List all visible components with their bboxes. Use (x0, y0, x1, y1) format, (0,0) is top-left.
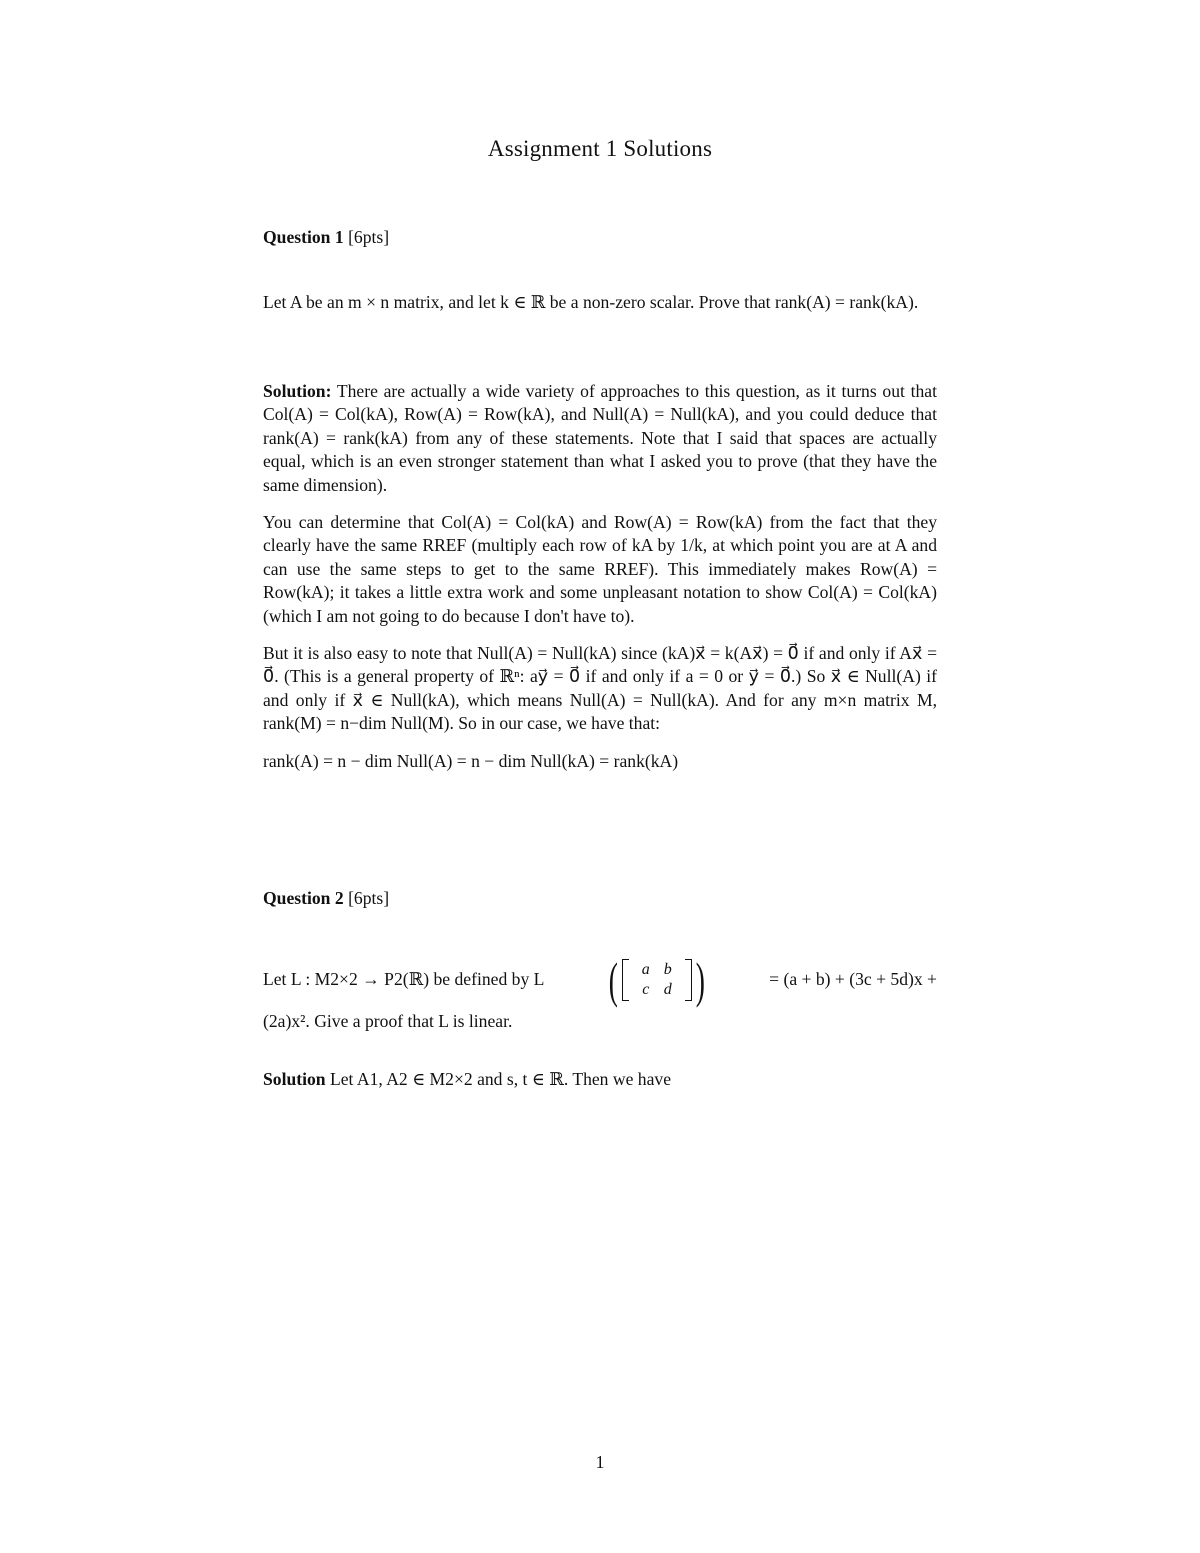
document-title: Assignment 1 Solutions (487, 136, 713, 161)
matrix-entry-c: c (642, 981, 650, 998)
question-1-statement (263, 291, 937, 314)
question-2-line-2: (2a)x². Give a proof that L is linear. (263, 1011, 513, 1031)
question-1-solution-equation: rank(A) = n − dim Null(A) = n − dim Null(kA) = rank(kA) (263, 750, 679, 771)
question-1-solution-p3: But it is also easy to note that Null(A) = Null(kA) since (kA)x⃗ = k(Ax⃗) = 0⃗ if and only if Ax⃗ = 0⃗. (This is a general property of ℝⁿ: ay⃗ = 0⃗ if and only if a = 0 or y⃗ = 0⃗.) So x⃗ ∈ Null(A) if and only if x⃗ ∈ Null(kA), which means Null(A) = Null(kA). And for any m×n matrix M, rank(M) = n−dim Null(M). So in our case, we have that: (263, 643, 937, 734)
question-1-statement-text: Let A be an m × n matrix, and let k ∈ ℝ be a non-zero scalar. Prove that rank(A) = rank(kA). (263, 292, 919, 312)
question-2-rhs: = (a + b) + (3c + 5d)x + (769, 969, 937, 990)
question-2-label: Question 2 (263, 888, 344, 908)
question-2-points: [6pts] (348, 888, 390, 908)
left-paren: ( (608, 952, 619, 1008)
question-1-solution-p1 (263, 380, 937, 497)
matrix-expression (605, 952, 708, 1008)
question-2-line-1 (263, 950, 937, 1010)
matrix-2x2 (635, 960, 679, 1000)
matrix-entry-b: b (663, 961, 672, 978)
question-1-heading (263, 226, 937, 249)
question-2-solution (263, 1068, 937, 1091)
solution-label: Solution: (263, 381, 332, 401)
question-2-prefix: Let L : M2×2 → P2(ℝ) be defined by L (263, 969, 545, 990)
question-1-label: Question 1 (263, 227, 344, 247)
question-2-solution-text: Let A1, A2 ∈ M2×2 and s, t ∈ ℝ. Then we have (330, 1069, 672, 1089)
question-2-solution-label: Solution (263, 1069, 326, 1089)
right-bracket (685, 959, 692, 1001)
right-paren: ) (695, 952, 705, 1008)
matrix-entry-a: a (641, 961, 650, 978)
question-2-heading (263, 887, 937, 910)
matrix-entry-d: d (663, 981, 672, 998)
question-1-solution-p2: You can determine that Col(A) = Col(kA) and Row(A) = Row(kA) from the fact that they clearly have the same RREF (multiply each row of kA by 1/k, at which point you are at A and can use the same steps to get to the same RREF). This immediately makes Row(A) = Row(kA); it takes a little extra work and some unpleasant notation to show Col(A) = Col(kA) (which I am not going to do because I don't have to). (263, 512, 937, 626)
question-1-points: [6pts] (348, 227, 390, 247)
question-2-statement (263, 950, 937, 1033)
left-bracket (622, 959, 629, 1001)
question-1-solution (263, 380, 937, 773)
solution-p1-text: There are actually a wide variety of approaches to this question, as it turns out that Col(A) = Col(kA), Row(A) = Row(kA), and Null(A) = Null(kA), and you could deduce that rank(A) = rank(kA) from any of these statements. Note that I said that spaces are actually equal, which is an even stronger statement than what I asked you to prove (that they have the same dimension). (263, 381, 937, 495)
page-number: 1 (595, 1452, 605, 1472)
